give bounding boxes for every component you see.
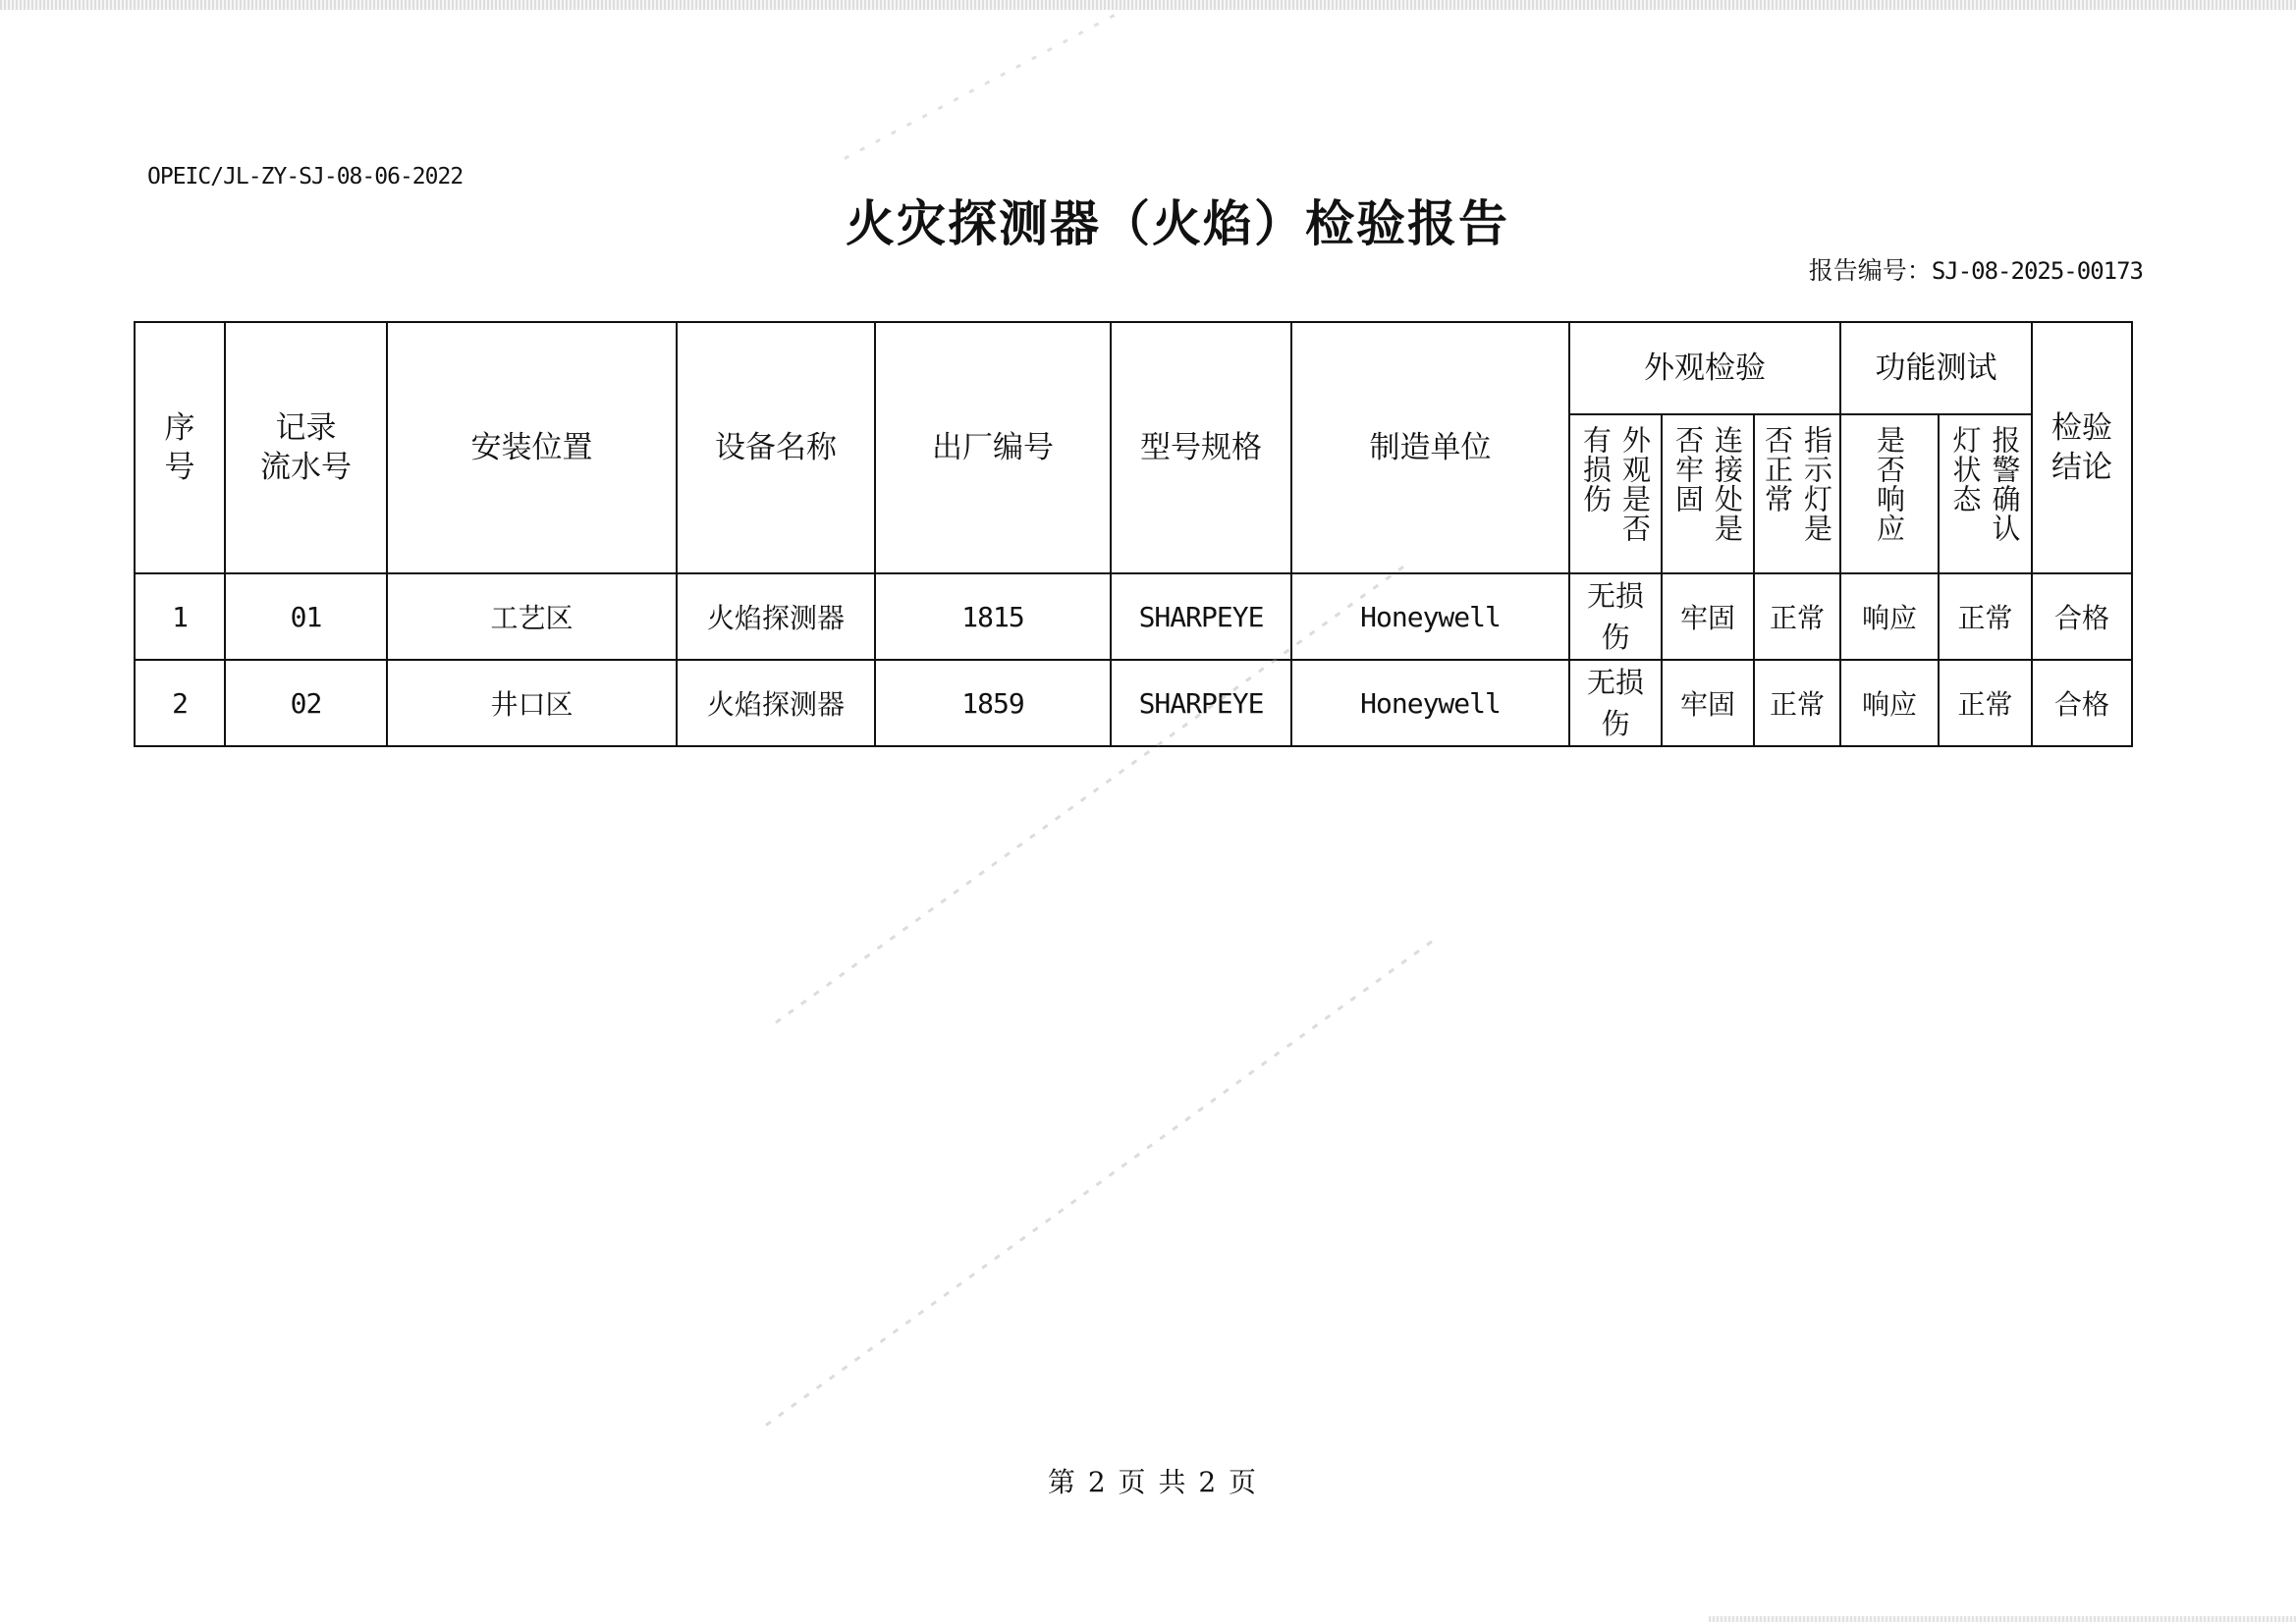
header-seq-line2: 号 [164, 450, 195, 485]
document-code: OPEIC/JL-ZY-SJ-08-06-2022 [147, 164, 464, 189]
header-device-name: 设备名称 [677, 322, 875, 573]
header-appearance-group: 外观检验 [1569, 322, 1840, 414]
cell-connection: 牢固 [1662, 660, 1754, 746]
cell-seq: 1 [135, 573, 225, 660]
header-response [1840, 414, 1939, 573]
cell-response: 响应 [1840, 573, 1939, 660]
cell-damage-line2: 伤 [1601, 707, 1630, 740]
page-footer: 第 2 页 共 2 页 [1047, 1466, 1259, 1498]
header-connection [1662, 414, 1754, 573]
cell-location: 井口区 [387, 660, 677, 746]
cell-maker: Honeywell [1291, 660, 1569, 746]
cell-model: SHARPEYE [1111, 573, 1291, 660]
header-conclusion [2032, 322, 2132, 573]
cell-connection: 牢固 [1662, 573, 1754, 660]
header-alarm [1939, 414, 2032, 573]
cell-conclusion: 合格 [2032, 573, 2132, 660]
header-response-col1: 是否响应 [1873, 425, 1906, 543]
page-title: 火灾探测器（火焰）检验报告 [846, 194, 1509, 252]
header-record-no [225, 322, 387, 573]
table-row [135, 660, 2132, 746]
header-record-line1: 记录 [275, 410, 337, 446]
cell-response: 响应 [1840, 660, 1939, 746]
header-function-group: 功能测试 [1840, 322, 2032, 414]
header-serial: 出厂编号 [875, 322, 1111, 573]
cell-record: 02 [225, 660, 387, 746]
header-alarm-col2: 灯状态 [1948, 425, 1983, 514]
cell-conclusion: 合格 [2032, 660, 2132, 746]
watermark-stroke [765, 940, 1434, 1427]
header-indicator-col2: 否正常 [1761, 425, 1794, 514]
header-manufacturer: 制造单位 [1291, 322, 1569, 573]
cell-damage [1569, 660, 1662, 746]
header-alarm-col1: 报警确认 [1988, 425, 2022, 543]
cell-alarm: 正常 [1939, 660, 2032, 746]
header-appearance-damage [1569, 414, 1662, 573]
scan-edge-bottom [1709, 1616, 2296, 1622]
cell-indicator: 正常 [1754, 573, 1840, 660]
cell-damage-line2: 伤 [1601, 621, 1630, 654]
header-indicator-col1: 指示灯是 [1800, 425, 1833, 543]
header-seq [135, 322, 225, 573]
cell-indicator: 正常 [1754, 660, 1840, 746]
header-conclusion-line1: 检验 [2051, 410, 2112, 446]
header-model: 型号规格 [1111, 322, 1291, 573]
scan-edge-top [0, 0, 2296, 10]
header-connection-col1: 连接处是 [1711, 425, 1744, 543]
cell-alarm: 正常 [1939, 573, 2032, 660]
header-location: 安装位置 [387, 322, 677, 573]
table-row [135, 573, 2132, 660]
report-number [1809, 251, 2143, 287]
header-damage-col1: 外观是否 [1618, 425, 1652, 543]
cell-model: SHARPEYE [1111, 660, 1291, 746]
inspection-table [134, 321, 2133, 747]
cell-location: 工艺区 [387, 573, 677, 660]
cell-damage [1569, 573, 1662, 660]
header-connection-col2: 否牢固 [1671, 425, 1705, 514]
header-conclusion-line2: 结论 [2051, 450, 2112, 485]
report-number-label: 报告编号： [1808, 256, 1932, 285]
watermark-stroke [844, 10, 1122, 160]
cell-maker: Honeywell [1291, 573, 1569, 660]
cell-record: 01 [225, 573, 387, 660]
cell-serial: 1859 [875, 660, 1111, 746]
report-number-value: SJ-08-2025-00173 [1931, 257, 2143, 285]
cell-seq: 2 [135, 660, 225, 746]
header-seq-line1: 序 [164, 410, 195, 446]
cell-damage-line1: 无损 [1586, 666, 1644, 699]
header-indicator [1754, 414, 1840, 573]
cell-device: 火焰探测器 [677, 573, 875, 660]
header-damage-col2: 有损伤 [1579, 425, 1613, 514]
cell-serial: 1815 [875, 573, 1111, 660]
header-record-line2: 流水号 [260, 450, 352, 485]
cell-device: 火焰探测器 [677, 660, 875, 746]
cell-damage-line1: 无损 [1586, 579, 1644, 613]
